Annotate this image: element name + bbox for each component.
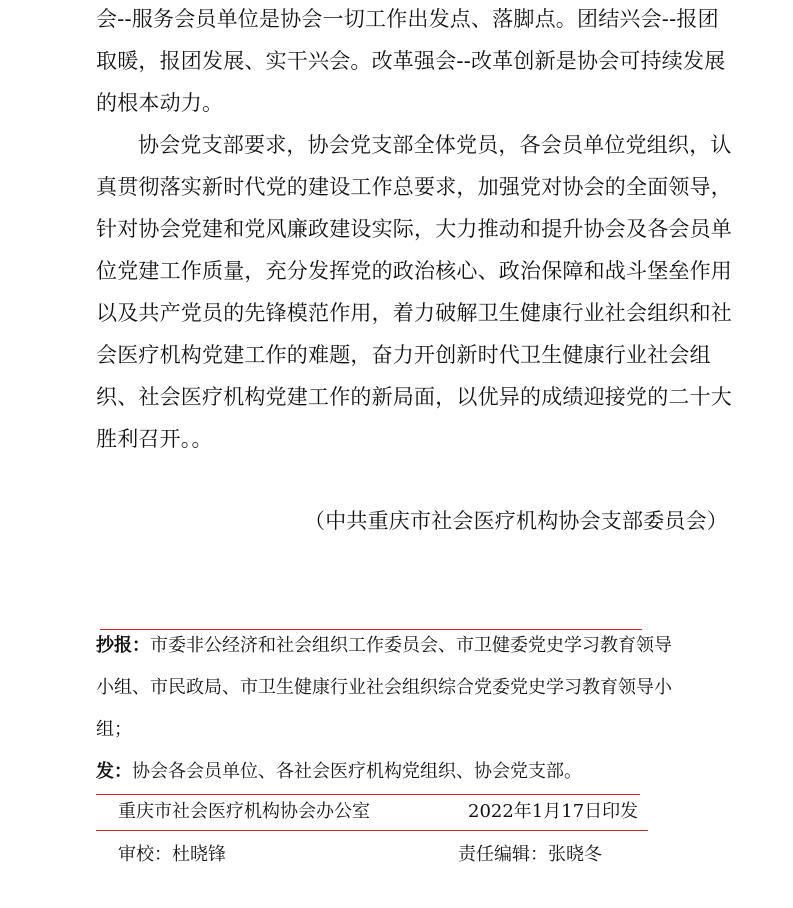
reviewer: 审校：杜晓锋 <box>118 844 226 865</box>
body-line: 真贯彻落实新时代党的建设工作总要求，加强党对协会的全面领导， <box>96 175 732 199</box>
body-line: 胜利召开。。 <box>96 427 213 451</box>
editor: 责任编辑：张晓冬 <box>458 844 602 865</box>
cc-line <box>96 634 672 658</box>
red-rule-top <box>100 629 642 630</box>
red-rule-bottom <box>96 830 648 831</box>
send-text: 协会各会员单位、各社会医疗机构党组织、协会党支部。 <box>132 761 582 782</box>
send-line <box>96 760 582 784</box>
cc-label: 抄报： <box>96 635 150 656</box>
body-line: 会医疗机构党建工作的难题，奋力开创新时代卫生健康行业社会组 <box>96 343 711 367</box>
body-line: 协会党支部要求，协会党支部全体党员，各会员单位党组织，认 <box>138 133 732 157</box>
issuer: 重庆市社会医疗机构协会办公室 <box>118 801 370 822</box>
body-line: 针对协会党建和党风廉政建设实际，大力推动和提升协会及各会员单 <box>96 217 732 241</box>
body-line: 取暖，报团发展、实干兴会。改革强会--改革创新是协会可持续发展 <box>96 49 726 73</box>
cc-line: 小组、市民政局、市卫生健康行业社会组织综合党委党史学习教育领导小 <box>96 677 672 698</box>
cc-line: 组； <box>96 719 132 740</box>
signature: （中共重庆市社会医疗机构协会支部委员会） <box>304 509 728 533</box>
body-line: 织、社会医疗机构党建工作的新局面，以优异的成绩迎接党的二十大 <box>96 385 732 409</box>
body-line: 以及共产党员的先锋模范作用，着力破解卫生健康行业社会组织和社 <box>96 301 732 325</box>
body-line: 的根本动力。 <box>96 91 224 115</box>
cc-text: 市委非公经济和社会组织工作委员会、市卫健委党史学习教育领导 <box>150 635 672 656</box>
send-label: 发： <box>96 761 132 782</box>
red-rule-middle <box>96 794 640 795</box>
body-line: 位党建工作质量，充分发挥党的政治核心、政治保障和战斗堡垒作用 <box>96 259 732 283</box>
issue-date: 2022年1月17日印发 <box>468 801 639 822</box>
body-line: 会--服务会员单位是协会一切工作出发点、落脚点。团结兴会--报团 <box>96 7 719 31</box>
